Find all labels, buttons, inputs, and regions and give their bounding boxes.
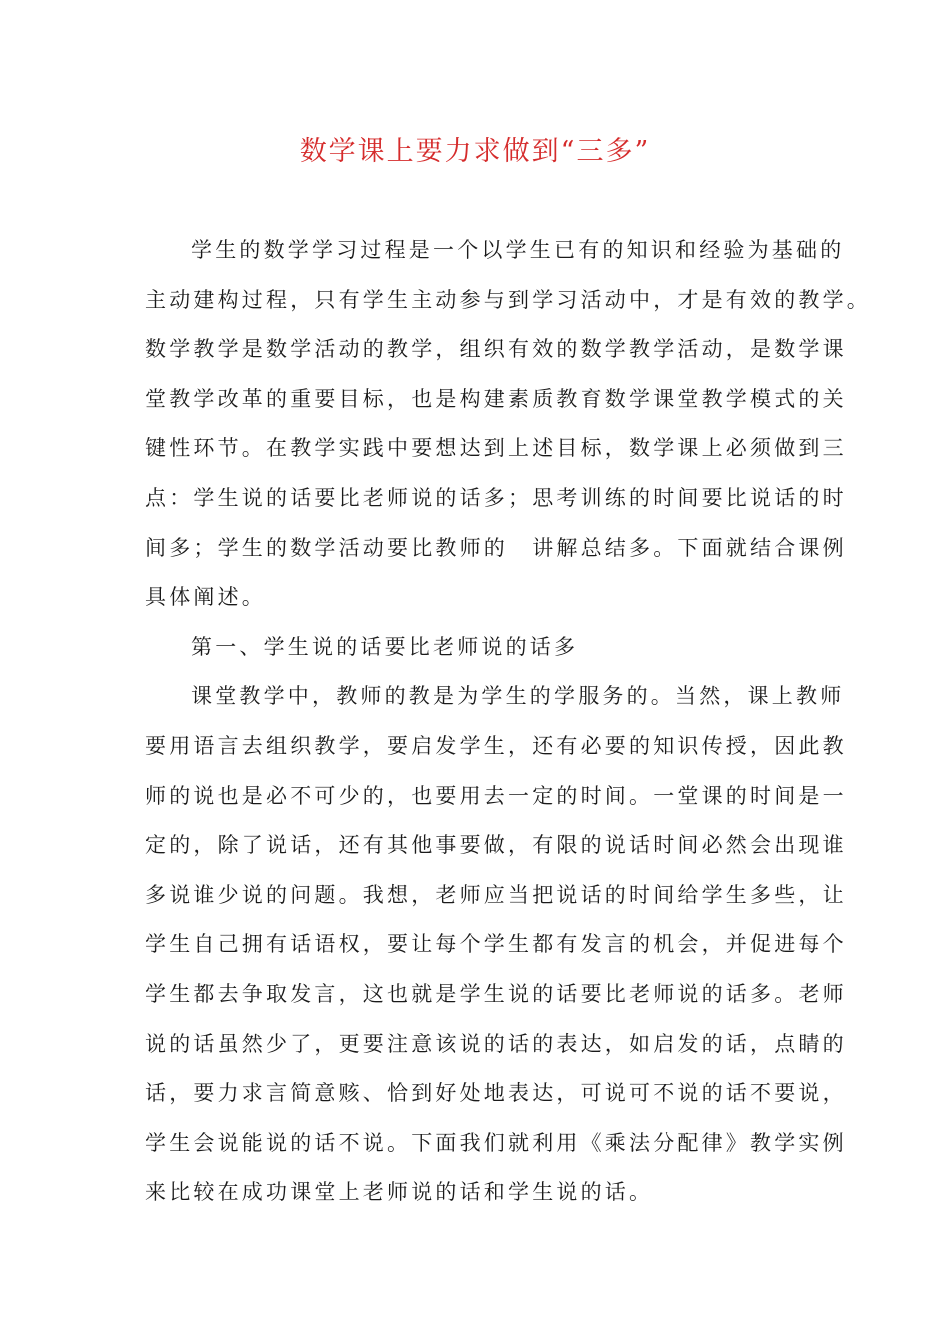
- text-line: 学生自己拥有话语权，要让每个学生都有发言的机会，并促进每个: [145, 932, 847, 957]
- text-line: 学生都去争取发言，这也就是学生说的话要比老师说的话多。老师: [145, 981, 847, 1006]
- text-line: 具体阐述。: [145, 585, 266, 610]
- text-line: 学生的数学学习过程是一个以学生已有的知识和经验为基础的: [191, 238, 845, 262]
- document-title: 数学课上要力求做到“三多”: [299, 136, 651, 167]
- text-line: 键性环节。在教学实践中要想达到上述目标，数学课上必须做到三: [145, 436, 847, 461]
- text-line: 间多；学生的数学活动要比教师的 讲解总结多。下面就结合课例: [145, 535, 847, 560]
- text-line: 学生会说能说的话不说。下面我们就利用《乘法分配律》教学实例: [145, 1130, 847, 1155]
- text-line: 说的话虽然少了，更要注意该说的话的表达，如启发的话，点睛的: [145, 1031, 847, 1056]
- text-line: 师的说也是必不可少的，也要用去一定的时间。一堂课的时间是一: [145, 783, 847, 808]
- text-line: 多说谁少说的问题。我想，老师应当把说话的时间给学生多些，让: [145, 882, 847, 907]
- text-line: 堂教学改革的重要目标，也是构建素质教育数学课堂教学模式的关: [145, 386, 847, 411]
- text-line: 数学教学是数学活动的教学，组织有效的数学教学活动，是数学课: [145, 337, 847, 362]
- text-line: 点：学生说的话要比老师说的话多；思考训练的时间要比说话的时: [145, 485, 847, 510]
- text-line: 定的，除了说话，还有其他事要做，有限的说话时间必然会出现谁: [145, 833, 847, 858]
- text-line: 第一、学生说的话要比老师说的话多: [191, 634, 579, 659]
- text-line: 主动建构过程，只有学生主动参与到学习活动中，才是有效的教学。: [145, 287, 871, 312]
- text-line: 要用语言去组织教学，要启发学生，还有必要的知识传授，因此教: [145, 733, 847, 758]
- text-line: 课堂教学中，教师的教是为学生的学服务的。当然，课上教师: [191, 684, 845, 709]
- text-line: 话，要力求言简意赅、恰到好处地表达，可说可不说的话不要说，: [145, 1081, 847, 1106]
- document-body: [145, 226, 871, 1218]
- text-line: 来比较在成功课堂上老师说的话和学生说的话。: [145, 1180, 654, 1205]
